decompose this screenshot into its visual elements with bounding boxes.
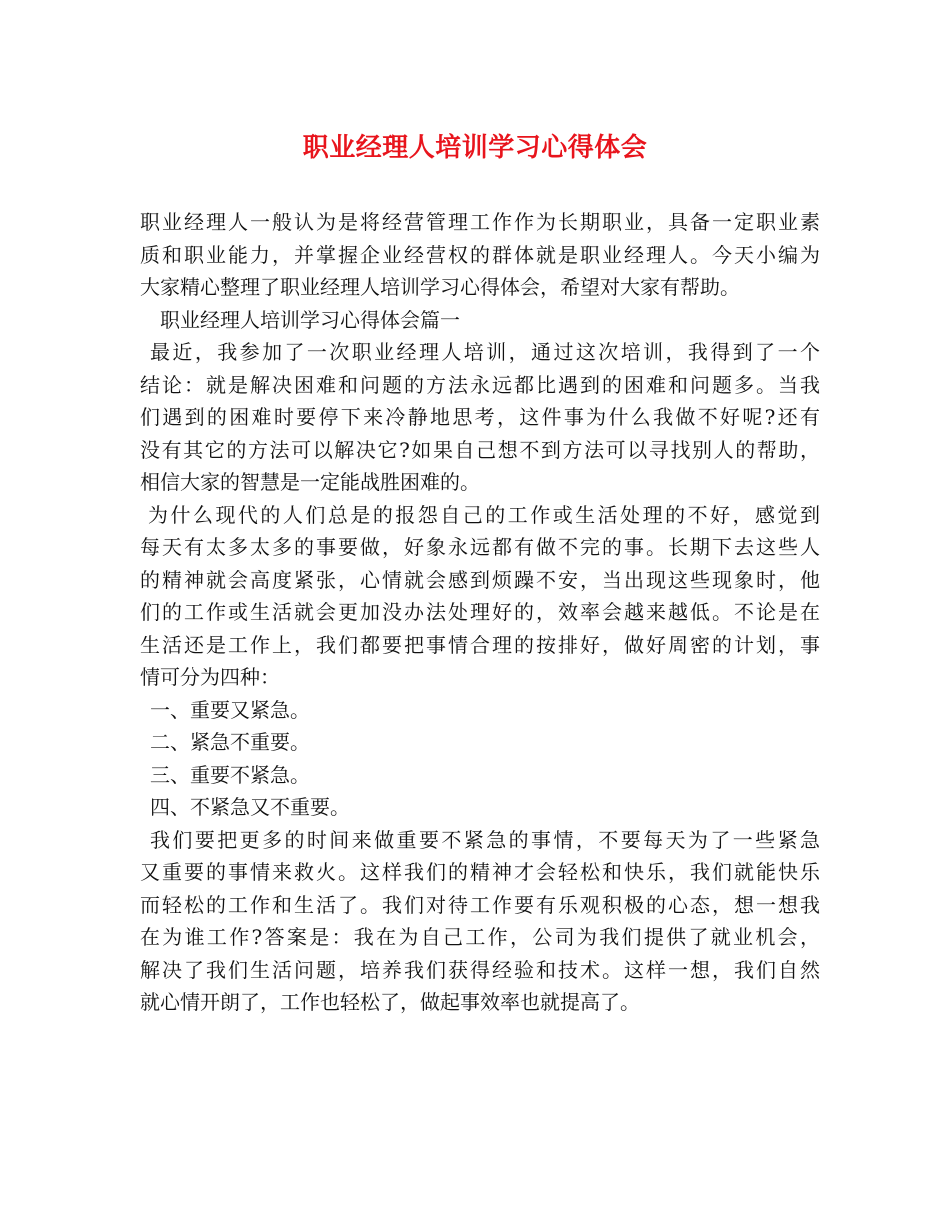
paragraph-line: 而轻松的工作和生活了。我们对待工作要有乐观积极的心态，想一想我 — [140, 892, 820, 917]
list-item: 二、紧急不重要。 — [150, 730, 310, 754]
document-body — [140, 206, 820, 1019]
paragraph-line: 最近，我参加了一次职业经理人培训，通过这次培训，我得到了一个 — [150, 340, 820, 364]
paragraph-line: 生活还是工作上，我们都要把事情合理的按排好，做好周密的计划，事 — [140, 632, 820, 657]
paragraph-line: 质和职业能力，并掌握企业经营权的群体就是职业经理人。今天小编为 — [140, 242, 820, 267]
paragraph-line: 大家精心整理了职业经理人培训学习心得体会，希望对大家有帮助。 — [140, 275, 740, 299]
paragraph-line: 职业经理人一般认为是将经营管理工作作为长期职业，具备一定职业素 — [140, 210, 820, 234]
paragraph-line: 为什么现代的人们总是的报怨自己的工作或生活处理的不好，感觉到 — [148, 502, 820, 527]
paragraph-line: 们遇到的困难时要停下来冷静地思考，这件事为什么我做不好呢?还有 — [140, 405, 820, 429]
paragraph-line: 的精神就会高度紧张，心情就会感到烦躁不安，当出现这些现象时，他 — [140, 567, 820, 592]
list-item: 一、重要又紧急。 — [150, 697, 310, 722]
paragraph-line: 们的工作或生活就会更加没办法处理好的，效率会越来越低。不论是在 — [140, 600, 820, 624]
list-item: 三、重要不紧急。 — [150, 762, 310, 787]
paragraph-line: 又重要的事情来救火。这样我们的精神才会轻松和快乐，我们就能快乐 — [140, 860, 820, 884]
paragraph-line: 就心情开朗了，工作也轻松了，做起事效率也就提高了。 — [140, 990, 640, 1014]
paragraph-line: 相信大家的智慧是一定能战胜困难的。 — [140, 470, 480, 494]
paragraph-line: 没有其它的方法可以解决它?如果自己想不到方法可以寻找别人的帮助， — [140, 437, 820, 462]
paragraph-line: 在为谁工作?答案是：我在为自己工作，公司为我们提供了就业机会， — [140, 925, 820, 949]
document-title: 职业经理人培训学习心得体会 — [302, 133, 648, 163]
paragraph-line: 情可分为四种： — [140, 665, 280, 689]
paragraph-line: 我们要把更多的时间来做重要不紧急的事情，不要每天为了一些紧急 — [150, 827, 820, 852]
list-item: 四、不紧急又不重要。 — [150, 795, 350, 819]
section-heading: 职业经理人培训学习心得体会篇一 — [160, 307, 460, 332]
paragraph-line: 解决了我们生活问题，培养我们获得经验和技术。这样一想，我们自然 — [140, 957, 820, 982]
paragraph-line: 每天有太多太多的事要做，好象永远都有做不完的事。长期下去这些人 — [140, 535, 820, 559]
paragraph-line: 结论：就是解决困难和问题的方法永远都比遇到的困难和问题多。当我 — [140, 372, 820, 397]
